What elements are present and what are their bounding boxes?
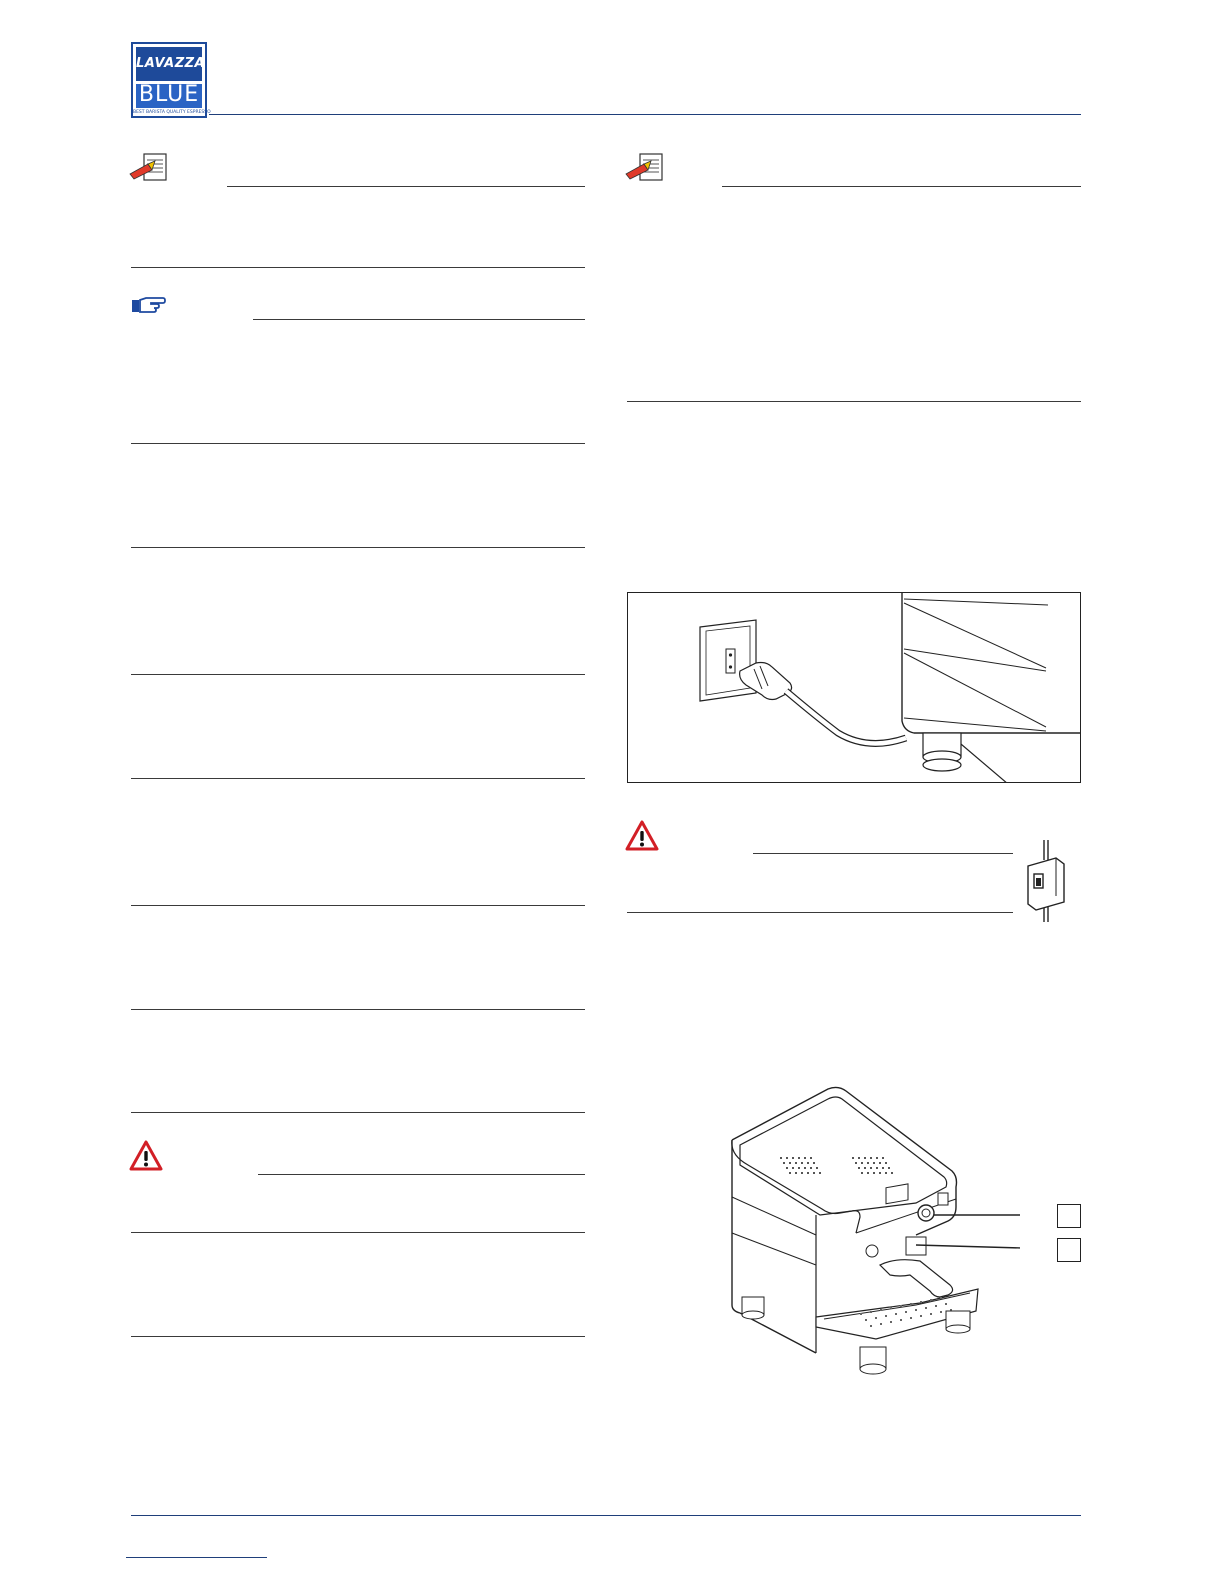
footer-short-rule (126, 1557, 267, 1558)
header-rule (209, 114, 1081, 115)
notepad-pencil-icon (624, 152, 666, 184)
left-section-divider-2 (131, 443, 585, 444)
left-section-divider-5 (131, 778, 585, 779)
left-section-divider-9 (131, 1232, 585, 1233)
left-section-divider-10 (131, 1336, 585, 1337)
notepad-pencil-icon (128, 152, 170, 184)
callout-box-1 (1057, 1204, 1081, 1228)
left-section-divider-8 (131, 1112, 585, 1113)
wall-switch-icon (1020, 840, 1070, 922)
callout-box-2 (1057, 1238, 1081, 1262)
left-pointer-heading-rule (253, 319, 585, 320)
logo-brand-text: LAVAZZA (136, 56, 206, 71)
left-warning-heading-rule (258, 1174, 585, 1175)
left-section-divider-4 (131, 674, 585, 675)
plug-drawing (628, 593, 1081, 783)
left-section-divider-1 (131, 267, 585, 268)
left-section-divider-3 (131, 547, 585, 548)
lavazza-blue-logo (131, 42, 211, 118)
espresso-machine-illustration (720, 1085, 1020, 1385)
power-plug-socket-illustration (627, 592, 1081, 783)
right-note-heading-rule (722, 186, 1081, 187)
right-section-divider-2 (627, 912, 1013, 913)
left-section-divider-7 (131, 1009, 585, 1010)
logo-product-text: BLUE (138, 82, 200, 107)
logo-tagline: BEST BARISTA QUALITY ESPRESSO (133, 110, 211, 115)
right-section-divider-1 (627, 401, 1081, 402)
right-warning-heading-rule (753, 853, 1013, 854)
logo-brand-band (136, 47, 206, 81)
pointing-hand-icon (130, 295, 166, 317)
left-section-divider-6 (131, 905, 585, 906)
footer-rule (131, 1515, 1081, 1516)
left-note-heading-rule (227, 186, 585, 187)
warning-triangle-icon (129, 1140, 163, 1171)
warning-triangle-icon (625, 820, 659, 851)
logo-product-band (136, 84, 202, 108)
